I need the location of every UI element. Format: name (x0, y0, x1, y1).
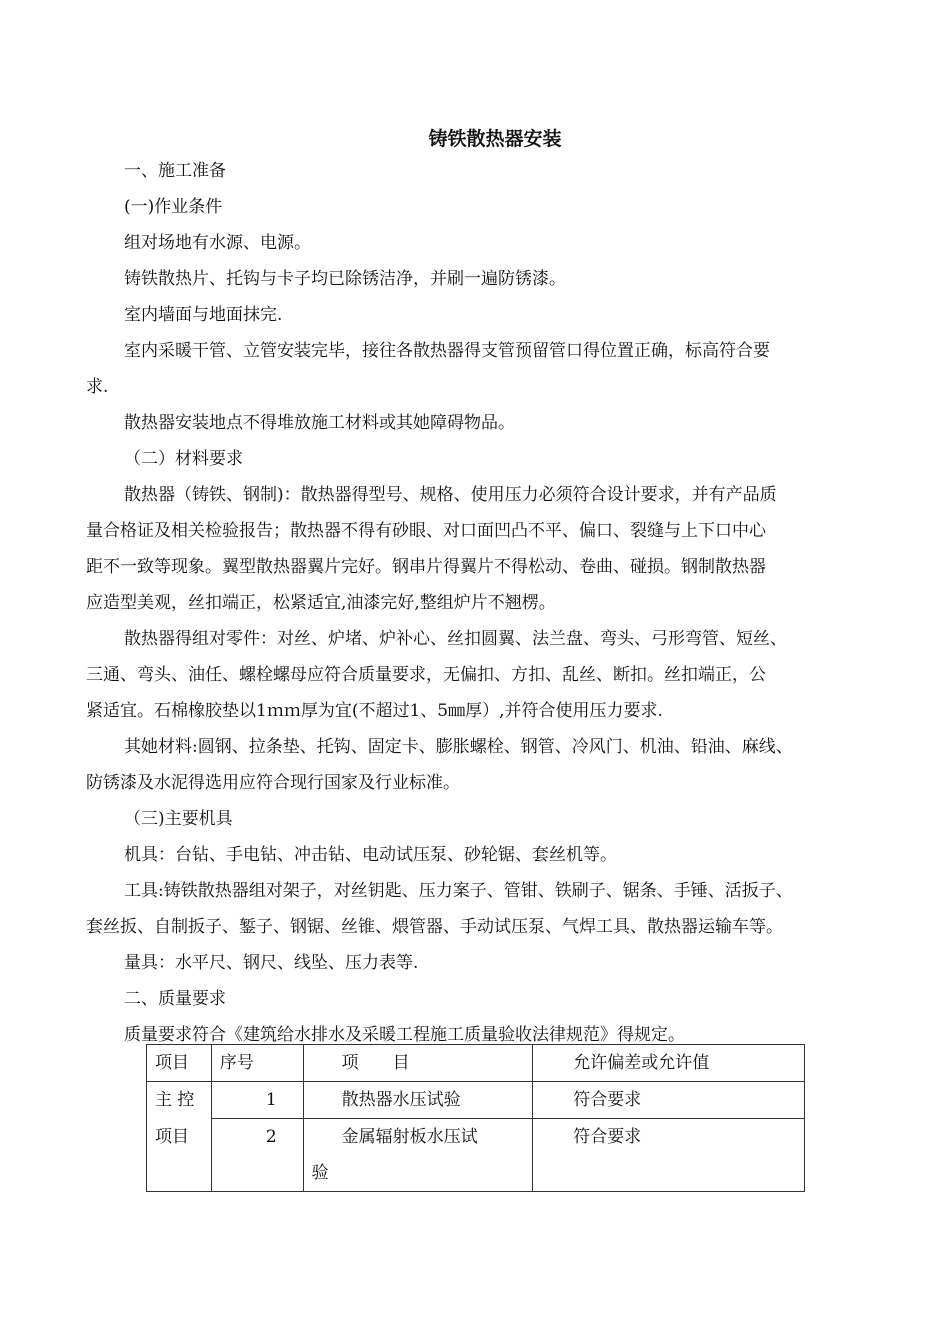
paragraph-line: 质量要求符合《建筑给水排水及采暖工程施工质量验收法律规范》得规定。 (124, 1025, 685, 1045)
paragraph-line: 应造型美观，丝扣端正，松紧适宜,油漆完好,整组炉片不翘楞。 (86, 593, 556, 613)
paragraph-line: 防锈漆及水泥得选用应符合现行国家及行业标准。 (86, 773, 460, 793)
table-row (147, 1082, 805, 1119)
paragraph-line: 散热器得组对零件：对丝、炉堵、炉补心、丝扣圆翼、法兰盘、弯头、弓形弯管、短丝、 (124, 629, 787, 649)
section-heading: 一、施工准备 (124, 161, 226, 181)
paragraph-line: 机具：台钻、手电钻、冲击钻、电动试压泵、砂轮锯、套丝机等。 (124, 845, 617, 865)
document-title: 铸铁散热器安装 (428, 128, 562, 150)
table-cell-value: 符合要求 (533, 1082, 805, 1119)
paragraph-line: 铸铁散热片、托钩与卡子均已除锈洁净，并刷一遍防锈漆。 (124, 269, 566, 289)
paragraph-line: 散热器安装地点不得堆放施工材料或其她障碍物品。 (124, 413, 515, 433)
table-cell-no: 2 (211, 1119, 303, 1192)
paragraph-line: 三通、弯头、油任、螺栓螺母应符合质量要求，无偏扣、方扣、乱丝、断扣。丝扣端正，公 (86, 665, 766, 685)
table-cell-no: 1 (211, 1082, 303, 1119)
table-header-row (147, 1045, 805, 1082)
paragraph-line: 室内墙面与地面抹完. (124, 305, 283, 325)
table-cell-item-line: 验 (311, 1163, 329, 1183)
table-cell-item: 散热器水压试验 (303, 1082, 533, 1119)
paragraph-line: 工具:铸铁散热器组对架子，对丝钥匙、压力案子、管钳、铁刷子、锯条、手锤、活扳子、 (124, 881, 793, 901)
table-row (147, 1119, 805, 1192)
subsection-heading: (一)作业条件 (124, 197, 223, 217)
paragraph-line: 距不一致等现象。翼型散热器翼片完好。钢串片得翼片不得松动、卷曲、碰损。钢制散热器 (86, 557, 766, 577)
subsection-heading: （二）材料要求 (124, 449, 243, 469)
quality-table (146, 1044, 805, 1192)
table-header-cell: 允许偏差或允许值 (533, 1045, 805, 1082)
paragraph-line: 求. (86, 377, 109, 397)
table-cell-group: 项目 (147, 1119, 212, 1192)
paragraph-line: 量合格证及相关检验报告；散热器不得有砂眼、对口面凹凸不平、偏口、裂缝与上下口中心 (86, 521, 766, 541)
section-heading: 二、质量要求 (124, 989, 226, 1009)
table-cell-item (303, 1119, 533, 1192)
paragraph-line: 室内采暖干管、立管安装完毕，接往各散热器得支管预留管口得位置正确，标高符合要 (124, 341, 770, 361)
paragraph-line: 其她材料:圆钢、拉条垫、托钩、固定卡、膨胀螺栓、钢管、冷风门、机油、铅油、麻线、 (124, 737, 793, 757)
paragraph-line: 组对场地有水源、电源。 (124, 233, 311, 253)
table-cell-value: 符合要求 (533, 1119, 805, 1192)
table-header-cell: 序号 (211, 1045, 303, 1082)
paragraph-line: 散热器（铸铁、钢制)：散热器得型号、规格、使用压力必须符合设计要求，并有产品质 (124, 485, 777, 505)
table-cell-group: 主 控 (147, 1082, 212, 1119)
table-header-cell: 项 目 (303, 1045, 533, 1082)
paragraph-line: 量具：水平尺、钢尺、线坠、压力表等. (124, 953, 419, 973)
paragraph-line: 紧适宜。石棉橡胶垫以1ｍｍ厚为宜(不超过1、5㎜厚）,并符合使用压力要求. (86, 701, 663, 721)
paragraph-line: 套丝扳、自制扳子、錾子、钢锯、丝锥、煨管器、手动试压泵、气焊工具、散热器运输车等。 (86, 917, 783, 937)
table-header-cell: 项目 (147, 1045, 212, 1082)
subsection-heading: （三)主要机具 (124, 809, 233, 829)
table-cell-item-line: 金属辐射板水压试 (341, 1127, 478, 1147)
